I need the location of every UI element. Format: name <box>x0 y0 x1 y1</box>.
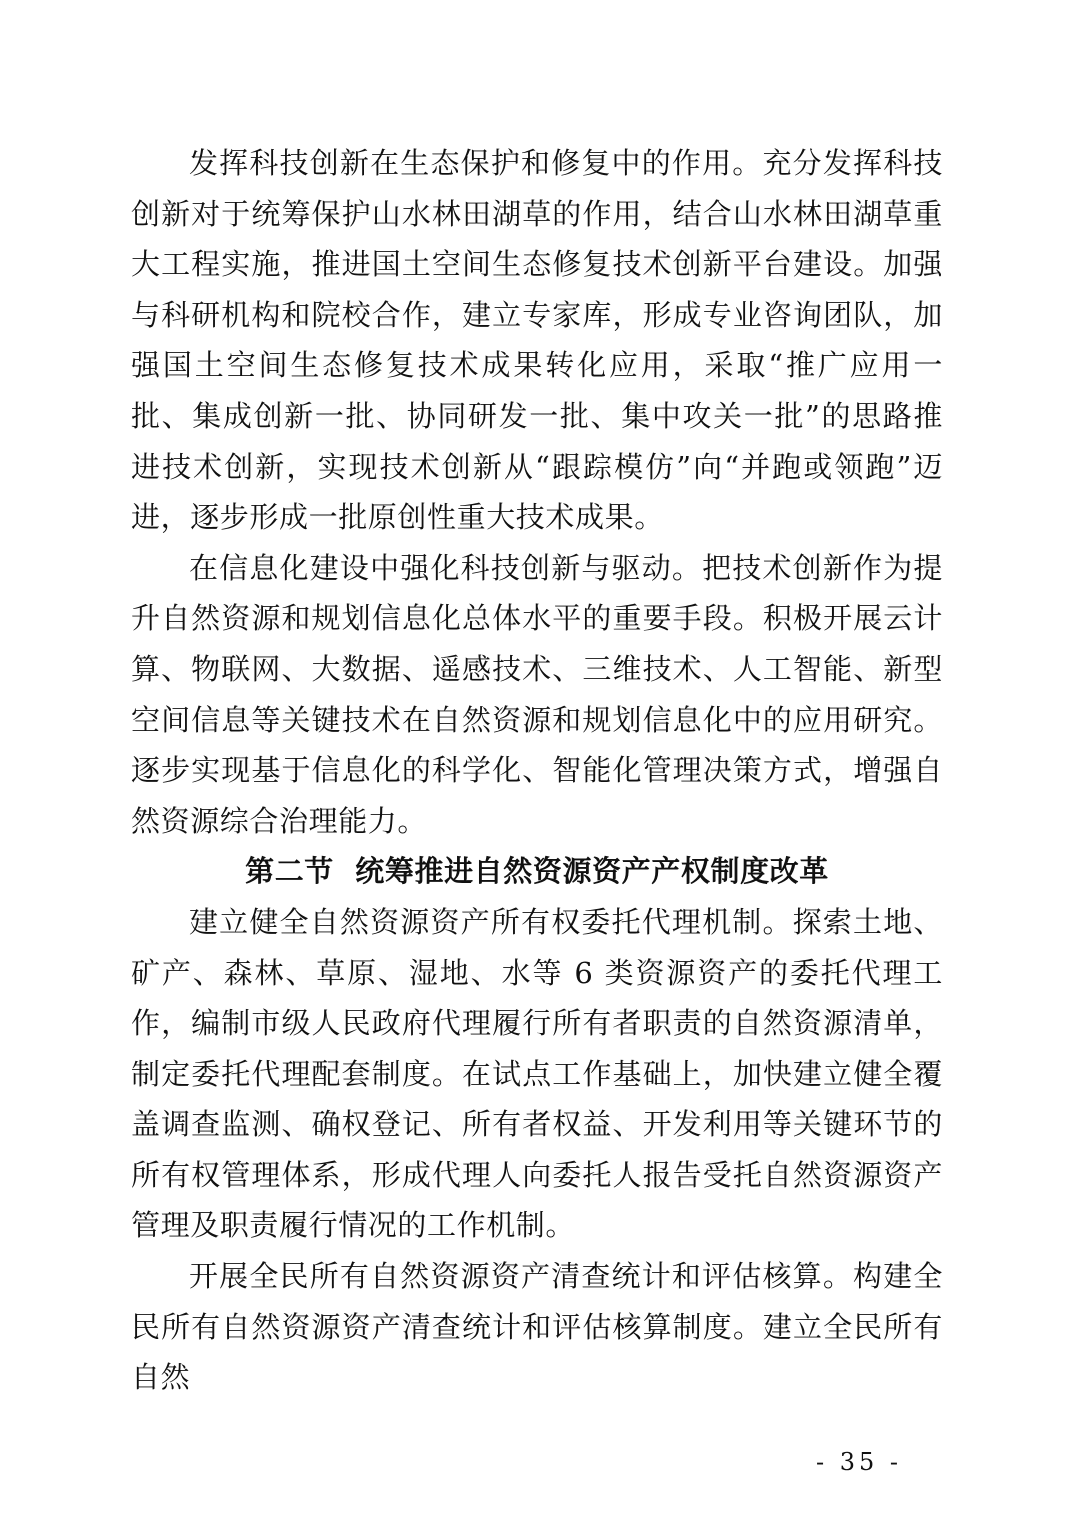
document-body <box>131 138 943 1403</box>
paragraph-tech-innovation-ecology: 发挥科技创新在生态保护和修复中的作用。充分发挥科技创新对于统筹保护山水林田湖草的作用，结合山水林田湖草重大工程实施，推进国土空间生态修复技术创新平台建设。加强与科研机构和院校合作，建立专家库，形成专业咨询团队，加强国土空间生态修复技术成果转化应用，采取“推广应用一批、集成创新一批、协同研发一批、集中攻关一批”的思路推进技术创新，实现技术创新从“跟踪模仿”向“并跑或领跑”迈进，逐步形成一批原创性重大技术成果。 <box>131 146 943 535</box>
page-number: - 35 - <box>815 1448 902 1476</box>
paragraph-asset-ownership-delegation: 建立健全自然资源资产所有权委托代理机制。探索土地、矿产、森林、草原、湿地、水等 6 类资源资产的委托代理工作，编制市级人民政府代理履行所有者职责的自然资源清单，制定委托代理配套制度。在试点工作基础上，加快建立健全覆盖调查监测、确权登记、所有者权益、开发利用等关键环节的所有权管理体系，形成代理人向委托人报告受托自然资源资产管理及职责履行情况的工作机制。 <box>131 904 943 1243</box>
paragraph-asset-inventory-valuation: 开展全民所有自然资源资产清查统计和评估核算。构建全民所有自然资源资产清查统计和评估核算制度。建立全民所有自然 <box>131 1259 943 1395</box>
section-heading: 第二节 统筹推进自然资源资产产权制度改革 <box>245 854 829 889</box>
paragraph-informatization-innovation: 在信息化建设中强化科技创新与驱动。把技术创新作为提升自然资源和规划信息化总体水平的重要手段。积极开展云计算、物联网、大数据、遥感技术、三维技术、人工智能、新型空间信息等关键技术在自然资源和规划信息化中的应用研究。逐步实现基于信息化的科学化、智能化管理决策方式，增强自然资源综合治理能力。 <box>131 550 943 838</box>
